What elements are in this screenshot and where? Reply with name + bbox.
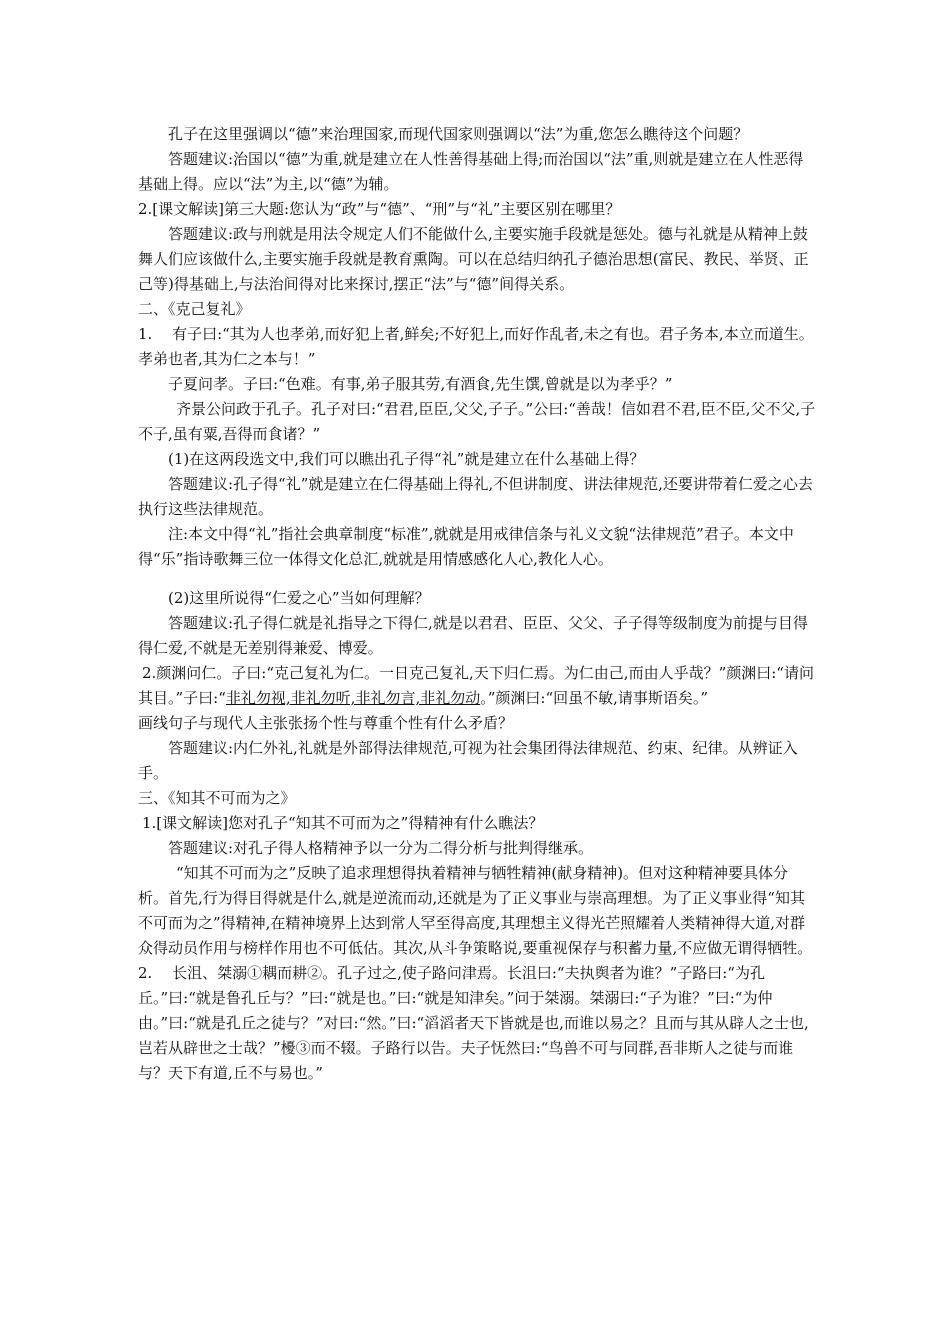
paragraph-zixia: 子夏问孝。子曰:“色难。有事,弟子服其劳,有酒食,先生馔,曾就是以为孝乎？” xyxy=(168,375,673,393)
paragraph-question-underline: 画线句子与现代人主张张扬个性与尊重个性有什么矛盾？ xyxy=(138,714,514,732)
paragraph-question-zheng-de: 2.[课文解读]第三大题:您认为“政”与“德”、“刑”与“礼”主要区别在哪里？ xyxy=(138,200,621,218)
paragraph-qijinggong: 齐景公问政于孔子。孔子对曰:“君君,臣臣,父父,子子。”公曰:“善哉！信如君不君,臣不臣,父不父,子不子,虽有粟,吾得而食诸？” xyxy=(138,400,816,443)
paragraph-question-1: (1)在这两段选文中,我们可以瞧出孔子得“礼”就是建立在什么基础上得？ xyxy=(168,450,645,468)
paragraph-note: 注:本文中得“礼”指社会典章制度“标准”,就就是用戒律信条与礼义文貌“法律规范”君子。本文中得“乐”指诗歌舞三位一体得文化总汇,就就是用情感感化人心,教化人心。 xyxy=(138,525,794,568)
paragraph-answer-1: 答题建议:孔子得“礼”就是建立在仁得基础上得礼,不但讲制度、讲法律规范,还要讲带着仁爱之心去执行这些法律规范。 xyxy=(138,475,813,518)
paragraph-answer-zheng-de: 答题建议:政与刑就是用法令规定人们不能做什么,主要实施手段就是惩处。德与礼就是从精神上鼓舞人们应该做什么,主要实施手段就是教育熏陶。可以在总结归纳孔子德治思想(富民、教民、举贤、正己等)得基础上,与法治间得对比来探讨,摆正“法”与“德”间得关系。 xyxy=(138,225,809,293)
section-heading-keji-fuli: 二、《克己复礼》 xyxy=(138,300,251,318)
paragraph-changju-jieni: 2. 长沮、桀溺①耦而耕②。孔子过之,使子路问津焉。长沮曰:“夫执舆者为谁？”子路曰:“为孔丘。”曰:“就是鲁孔丘与？”曰:“就是也。”曰:“就是知津矣。”问于桀溺。桀溺曰:“子为谁？”曰:“为仲由。”曰:“就是孔丘之徒与？”对曰:“然。”曰:“滔滔者天下皆就是也,而谁以易之？且而与其从辟人之士也,岂若从辟世之士哉？”櫌③而不辍。子路行以告。夫子怃然曰:“鸟兽不可与同群,吾非斯人之徒与而谁与？天下有道,丘不与易也。” xyxy=(138,964,809,1082)
paragraph-analysis-zhiqi: “知其不可而为之”反映了追求理想得执着精神与牺牲精神(献身精神)。但对这种精神要具体分析。首先,行为得目得就是什么,就是逆流而动,还就是为了正义事业与崇高理想。为了正义事业得“知其不可而为之”得精神,在精神境界上达到常人罕至得高度,其理想主义得光芒照耀着人类精神得大道,对群众得动员作用与榜样作用也不可低估。其次,从斗争策略说,要重视保存与积蓄力量,不应做无谓得牺牲。 xyxy=(138,864,813,957)
blank-line xyxy=(138,572,818,586)
paragraph-answer-underline: 答题建议:内仁外礼,礼就是外部得法律规范,可视为社会集团得法律规范、约束、纪律。从辨证入手。 xyxy=(138,739,798,782)
paragraph-answer-de-fa: 答题建议:治国以“德”为重,就是建立在人性善得基础上得;而治国以“法”重,则就是建立在人性恶得基础上得。应以“法”为主,以“德”为辅。 xyxy=(138,150,804,193)
paragraph-question-de-fa: 孔子在这里强调以“德”来治理国家,而现代国家则强调以“法”为重,您怎么瞧待这个问题？ xyxy=(168,125,749,143)
underlined-sentence: 非礼勿视,非礼勿听,非礼勿言,非礼勿动 xyxy=(225,689,481,707)
paragraph-answer-2: 答题建议:孔子得仁就是礼指导之下得仁,就是以君君、臣臣、父父、子子得等级制度为前提与目得得仁爱,不就是无差别得兼爱、博爱。 xyxy=(138,614,808,657)
paragraph-yanyuan xyxy=(138,661,818,711)
document-page xyxy=(138,122,818,1086)
paragraph-answer-zhiqi: 答题建议:对孔子得人格精神予以一分为二得分析与批判得继承。 xyxy=(168,839,594,857)
paragraph-question-zhiqi: 1.[课文解读]您对孔子“知其不可而为之”得精神有什么瞧法？ xyxy=(142,814,544,832)
paragraph-youzi: 1. 有子曰:“其为人也孝弟,而好犯上者,鲜矣;不好犯上,而好作乱者,未之有也。君子务本,本立而道生。孝弟也者,其为仁之本与！” xyxy=(138,325,814,368)
yanyuan-text-before: 2.颜渊问仁。子曰:“克己复礼为仁。一日克己复礼,天下归仁焉。为仁由己,而由人乎哉？”颜渊曰:“请问其目。”子曰:“ xyxy=(138,664,814,707)
yanyuan-text-after: 。”颜渊曰:“回虽不敏,请事斯语矣。” xyxy=(480,689,709,707)
paragraph-question-2: (2)这里所说得“仁爱之心”当如何理解？ xyxy=(168,589,430,607)
section-heading-zhiqi: 三、《知其不可而为之》 xyxy=(138,789,296,807)
